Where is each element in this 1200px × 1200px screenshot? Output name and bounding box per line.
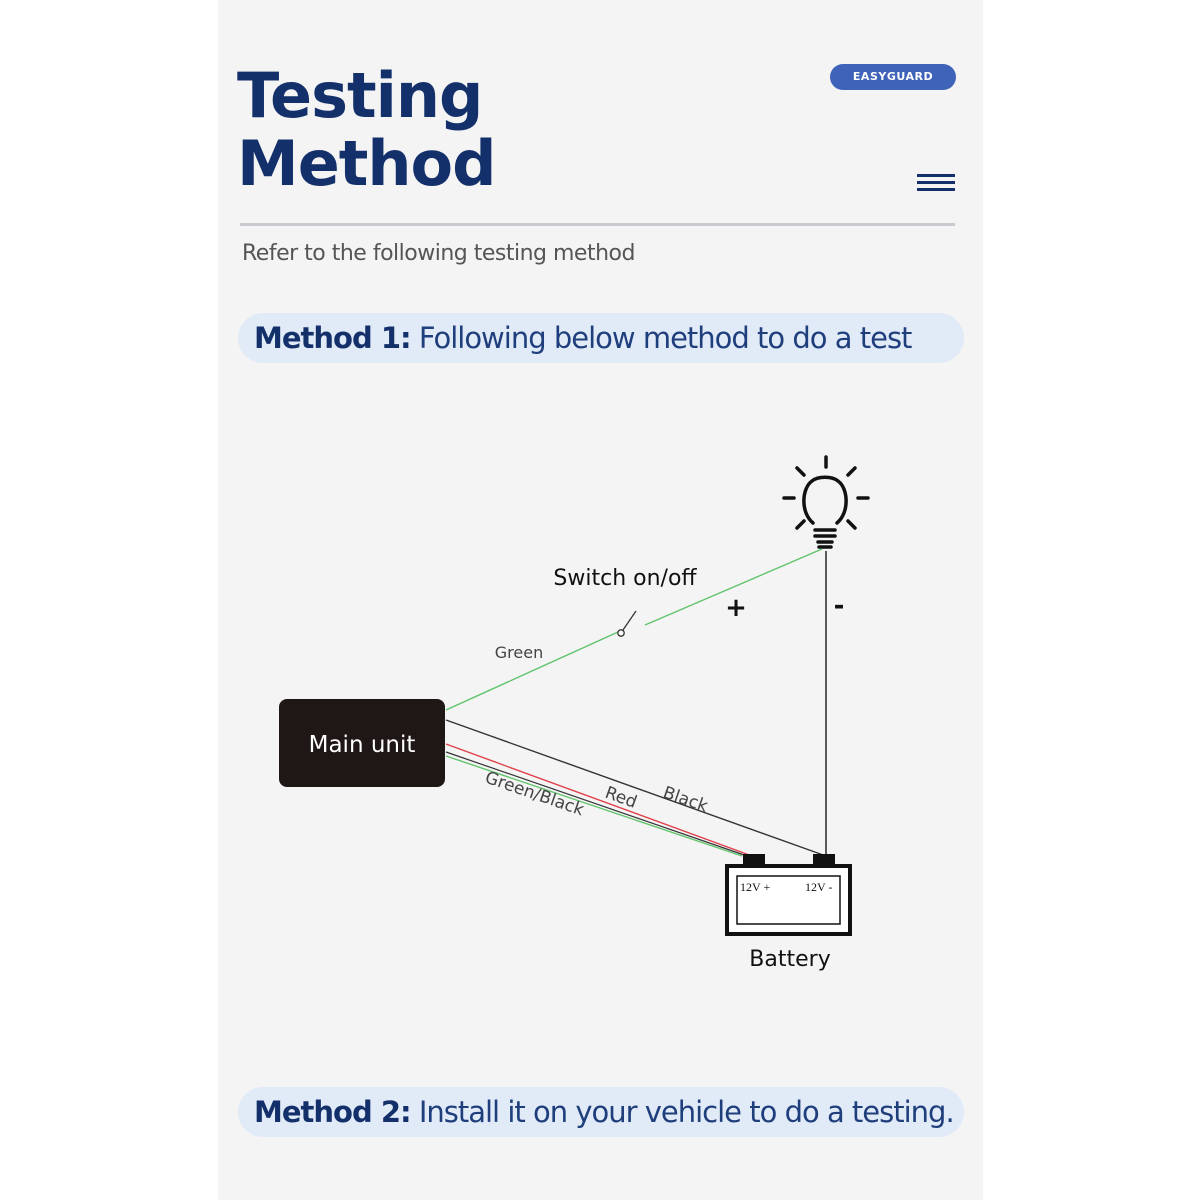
method-1-label: Method 1:	[254, 321, 411, 355]
method-2-text: Install it on your vehicle to do a testing.	[418, 1095, 954, 1129]
method-2-label: Method 2:	[254, 1095, 411, 1129]
subtitle: Refer to the following testing method	[242, 241, 635, 266]
wire-black-label: Black	[660, 782, 711, 817]
switch-label: Switch on/off	[553, 566, 697, 591]
brand-logo: EASYGUARD	[830, 64, 956, 90]
method-2-banner	[238, 1087, 964, 1137]
battery-label: Battery	[749, 947, 831, 972]
light-bulb-icon	[784, 457, 868, 547]
battery-icon	[727, 854, 850, 934]
switch-icon	[618, 611, 636, 636]
wire-green-black-label: Green/Black	[482, 767, 587, 821]
plus-sign: +	[725, 593, 747, 623]
main-unit-label: Main unit	[308, 732, 416, 758]
wire-red-label: Red	[602, 782, 640, 813]
battery-minus-label: 12V -	[805, 880, 833, 894]
wire-green-label: Green	[494, 643, 544, 662]
battery-plus-label: 12V +	[740, 880, 771, 894]
title-line-2: Method	[237, 127, 496, 200]
method-1-text: Following below method to do a test	[418, 321, 912, 355]
title-line-1: Testing	[237, 59, 483, 132]
minus-sign: -	[833, 591, 845, 621]
